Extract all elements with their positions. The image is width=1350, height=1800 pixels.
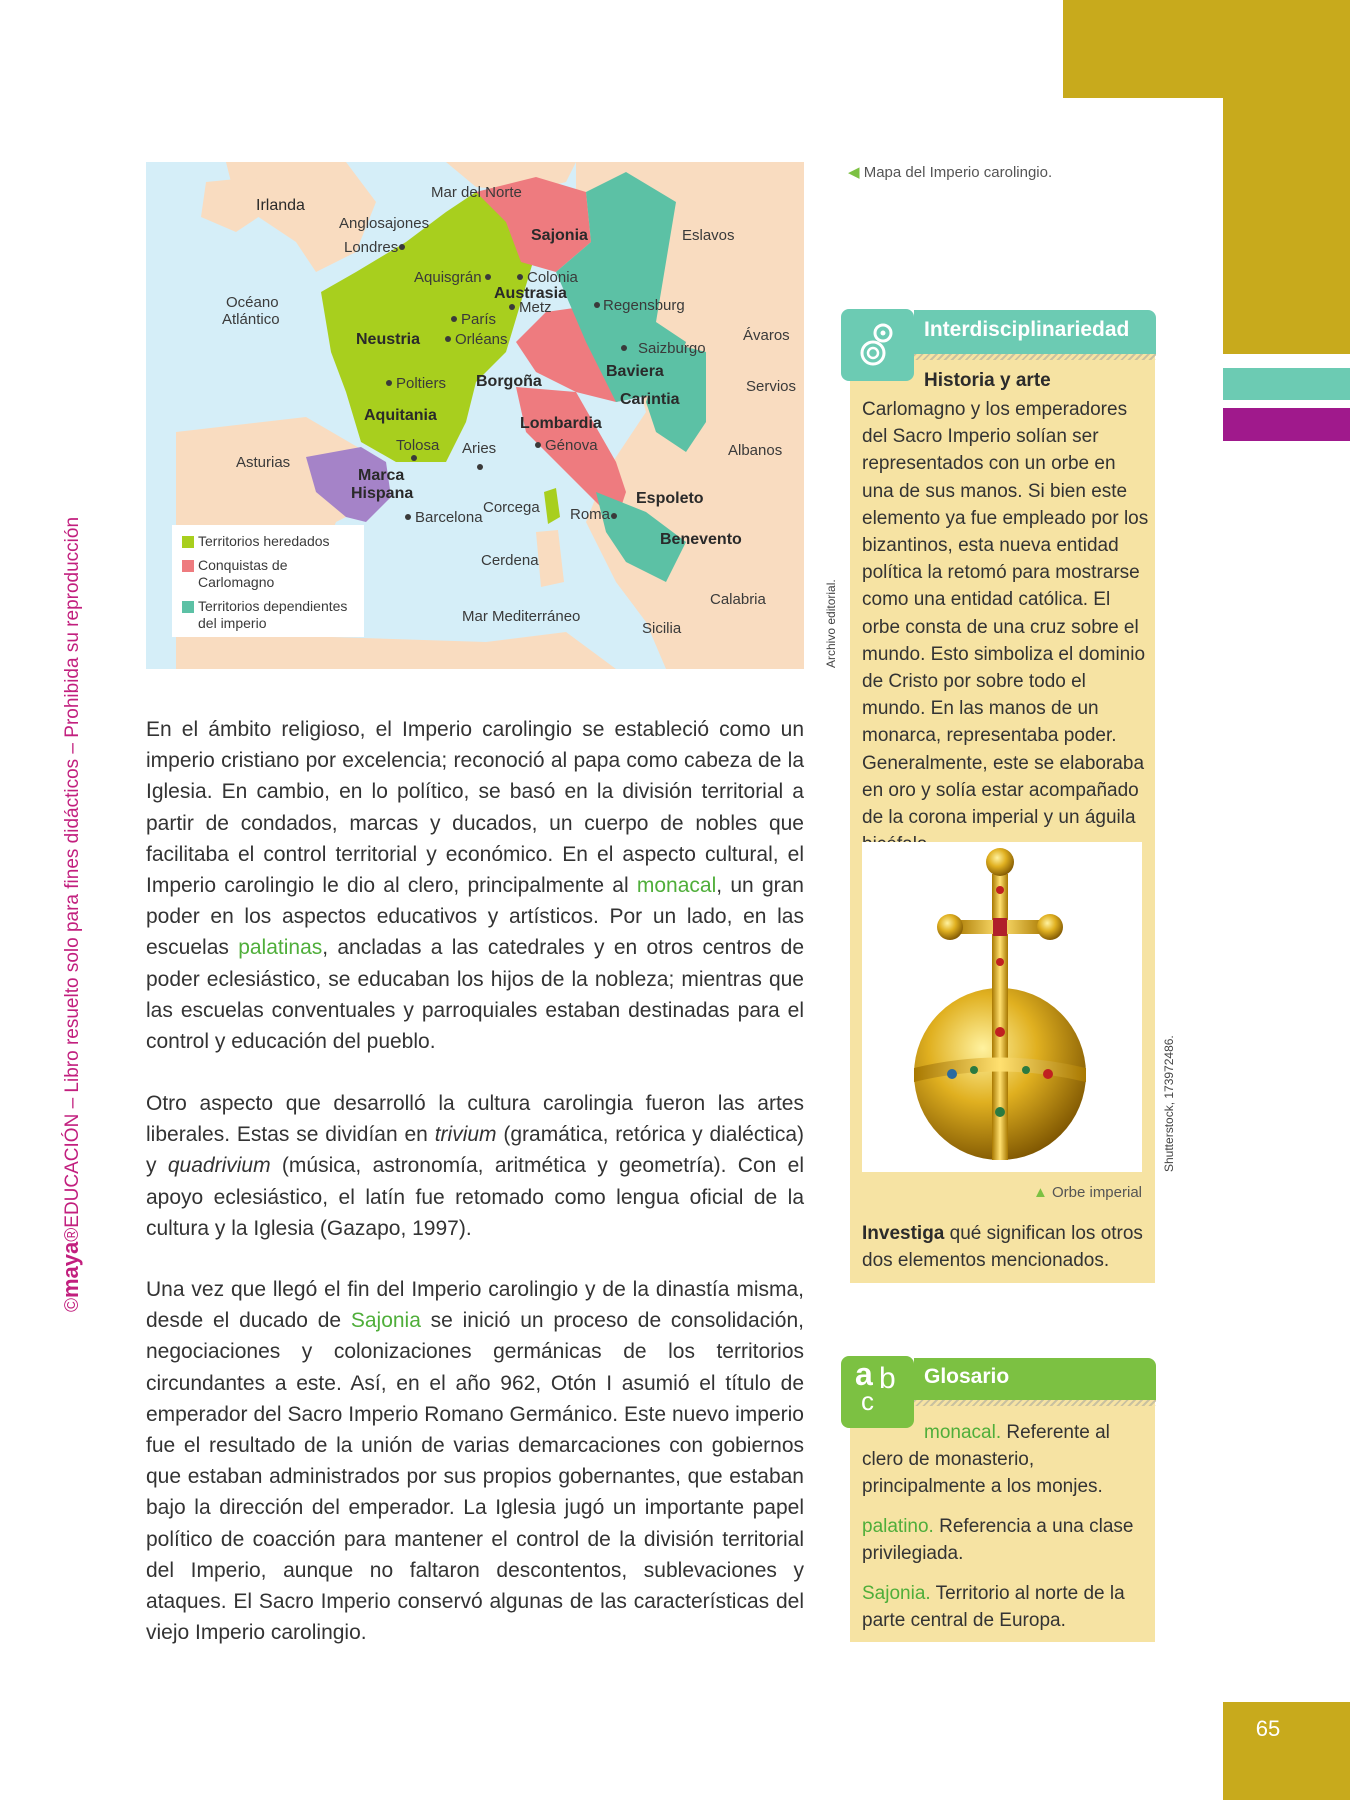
glosario-hatch: [914, 1400, 1156, 1406]
map-label-calabria: Calabria: [710, 591, 766, 608]
region-corsica: [544, 488, 560, 524]
legend-item-conquests: [182, 557, 342, 591]
glosario-term: monacal.: [924, 1422, 1002, 1443]
map-legend: [172, 525, 364, 637]
map-caption: [848, 163, 1052, 181]
orbe-caption-text: Orbe imperial: [1051, 1184, 1142, 1201]
glosario-entry-monacal: [862, 1419, 1152, 1500]
map-dot-tolosa: [411, 455, 417, 461]
caption-up-triangle-icon: ▲: [1032, 1184, 1048, 1201]
map-label-paris: París: [461, 311, 497, 328]
p2-text-c: (música, astronomía, aritmética y geometría). Con el apoyo eclesiástico, el latín fue retomado como lengua oficial de la cultura y la Iglesia (Gazapo, 1997).: [146, 1154, 805, 1240]
investiga-task: [862, 1220, 1152, 1274]
brand-logo: maya: [58, 1241, 83, 1298]
map-label-oceano: Océano: [226, 294, 279, 311]
map-dot-colonia: [517, 274, 523, 280]
interdisciplinariedad-hatch: [914, 354, 1156, 360]
glossary-term-palatinas: palatinas: [238, 936, 323, 960]
caption-triangle-icon: ◀: [848, 164, 860, 181]
interdisciplinariedad-subtitle: Historia y arte: [924, 370, 1051, 391]
glosario-definition: Referente al clero de monasterio, principalmente a los monjes.: [862, 1422, 1110, 1497]
map-dot-aries: [477, 464, 483, 470]
map-label-marca: Marca: [358, 467, 405, 484]
interdisciplinariedad-icon: [841, 309, 914, 381]
legend-item-dependents: [182, 598, 357, 632]
decorative-top-bar: [1063, 0, 1350, 98]
legend-swatch-inherited: [182, 536, 194, 548]
legend-label-inherited: Territorios heredados: [198, 533, 330, 549]
orbe-caption: [862, 1184, 1142, 1201]
map-label-atlantico: Atlántico: [222, 311, 280, 328]
glosario-term: palatino.: [862, 1516, 934, 1537]
map-dot-paris: [451, 316, 457, 322]
map-label-anglosajones: Anglosajones: [339, 215, 430, 232]
map-label-borgona: Borgoña: [476, 373, 542, 390]
investiga-label: Investiga: [862, 1223, 945, 1244]
map-dot-aquisgran: [485, 274, 491, 280]
decorative-right-bar: [1223, 98, 1350, 354]
glosario-term: Sajonia.: [862, 1583, 931, 1604]
map-label-servios: Servios: [746, 378, 797, 395]
map-label-aries: Aries: [462, 440, 497, 457]
legend-swatch-conquests: [182, 560, 194, 572]
p3-text-b: se inició un proceso de consolidación, negociaciones y colonizaciones germánicas de los territorios circundantes a este. Así, en el año 962, Otón I asumió el título de emperador del Sacro Imperio Romano Germánico. Este nuevo imperio fue el resultado de la unión de varias demarcaciones con gobiernos que estaban administrados por sus propios gobernantes, que estaban bajo la dirección del emperador. La Iglesia jugó un importante papel político de coacción para mantener el control de la división territorial del Imperio, aunque no faltaron descontentos, sublevaciones y ataques. El Sacro Imperio conservó algunas de las características del viejo Imperio carolingio.: [146, 1309, 804, 1645]
map-label-orleans: Orléans: [455, 331, 508, 348]
map-dot-orleans: [445, 336, 451, 342]
legend-label-dependents: Territorios dependientes del imperio: [198, 598, 348, 631]
glossary-term-monacal: monacal: [636, 874, 717, 898]
term-quadrivium: quadrivium: [167, 1154, 271, 1178]
copyright-strip: [58, 482, 84, 1312]
map-label-asturias: Asturias: [236, 454, 291, 471]
copyright-symbol: ©: [62, 1298, 83, 1312]
glosario-abc-icon: a b c: [841, 1356, 914, 1428]
map-label-baviera: Baviera: [606, 363, 664, 380]
map-label-mar-norte: Mar del Norte: [431, 184, 522, 201]
map-label-metz: Metz: [519, 299, 552, 316]
map-dot-londres: [399, 244, 405, 250]
map-label-neustria: Neustria: [356, 331, 421, 348]
map-dot-metz: [509, 304, 515, 310]
map-label-regensburg: Regensburg: [603, 297, 685, 314]
map-label-benevento: Benevento: [660, 531, 742, 548]
legend-swatch-dependents: [182, 601, 194, 613]
map-label-poitiers: Poltiers: [396, 375, 447, 392]
concentric-circles-icon: [841, 309, 914, 381]
investiga-text: qué significan los otros dos elementos mencionados.: [862, 1223, 1143, 1271]
copyright-text: EDUCACIÓN – Libro resuelto solo para fines didácticos – Prohibida su reproducción: [62, 516, 83, 1228]
map-label-eslavos: Eslavos: [682, 227, 735, 244]
page-number: 65: [1255, 1716, 1281, 1741]
legend-label-conquests: Conquistas de Carlomagno: [198, 557, 288, 590]
map-dot-genova: [535, 442, 541, 448]
map-label-avaros: Ávaros: [743, 327, 790, 344]
map-label-roma: Roma: [570, 506, 611, 523]
map-label-genova: Génova: [545, 437, 598, 454]
map-dot-regensburg: [594, 302, 600, 308]
body-paragraph-1: [146, 714, 804, 1057]
map-label-sajonia: Sajonia: [531, 227, 588, 244]
map-dot-barcelona: [405, 514, 411, 520]
glosario-entry-palatino: [862, 1513, 1152, 1567]
map-label-corcega: Corcega: [483, 499, 540, 516]
p1-text-c: , ancladas a las catedrales y en otros centros de poder eclesiástico, se educaban los hijos de la nobleza; mientras que las escuelas conventuales y parroquiales estaban destinadas para el control y educación del pueblo.: [146, 936, 804, 1054]
p2-text-b: (gramática, retórica y dialéctica) y: [146, 1123, 805, 1178]
map-label-mar-mediterraneo: Mar Mediterráneo: [462, 608, 581, 625]
orbe-imperial-photo: [862, 842, 1142, 1172]
map-credit: Archivo editorial.: [824, 579, 838, 668]
map-label-carintia: Carintia: [620, 391, 680, 408]
map-dot-saizburgo: [621, 345, 627, 351]
map-dot-poitiers: [386, 380, 392, 386]
decorative-magenta-tab: [1223, 408, 1350, 441]
glosario-entry-sajonia: [862, 1580, 1152, 1634]
map-label-tolosa: Tolosa: [396, 437, 440, 454]
map-label-barcelona: Barcelona: [415, 509, 483, 526]
map-label-aquitania: Aquitania: [364, 407, 437, 424]
interdisciplinariedad-title: Interdisciplinariedad: [924, 318, 1130, 341]
glossary-term-sajonia: Sajonia: [350, 1309, 421, 1333]
glosario-definition: Referencia a una clase privilegiada.: [862, 1516, 1134, 1564]
p1-text-b: , un gran poder en los aspectos educativos y artísticos. Por un lado, en las escuelas: [146, 874, 804, 960]
glosario-title: Glosario: [924, 1365, 1010, 1388]
body-paragraph-3: [146, 1274, 804, 1648]
region-sardinia-outline: [536, 530, 564, 587]
map-label-lombardia: Lombardia: [520, 415, 602, 432]
map-label-albanos: Albanos: [728, 442, 783, 459]
map-dot-roma: [611, 513, 617, 519]
land-north-africa: [176, 632, 616, 669]
p2-text-a: Otro aspecto que desarrolló la cultura carolingia fueron las artes liberales. Estas se dividían en: [146, 1092, 804, 1147]
p1-text-a: En el ámbito religioso, el Imperio carolingio se estableció como un imperio cristiano por excelencia; reconoció al papa como cabeza de la Iglesia. En cambio, en lo político, se basó en la división territorial a partir de condados, marcas y ducados, un cuerpo de nobles que facilitaba el control territorial y económico. En el aspecto cultural, el Imperio carolingio le dio al clero, principalmente al: [146, 718, 804, 898]
map-label-espoleto: Espoleto: [636, 490, 704, 507]
map-label-cerdena: Cerdena: [481, 552, 539, 569]
registered-symbol: ®: [62, 1227, 83, 1242]
orbe-photo-credit: Shutterstock, 173972486.: [1162, 1035, 1176, 1172]
map-label-aquisgran: Aquisgrán: [414, 269, 482, 286]
interdisciplinariedad-text: Carlomagno y los emperadores del Sacro Imperio solían ser representados con un orbe en una de sus manos. Si bien este elemento ya fue empleado por los bizantinos, esta nueva entidad política la retomó para mostrarse como una entidad católica. El orbe consta de una cruz sobre el mundo. Esto simboliza el dominio de Cristo por sobre todo el mundo. En las manos de un monarca, representaba poder. Generalmente, este se elaboraba en oro y solía estar acompañado de la corona imperial y un águila: [862, 399, 1149, 829]
map-label-austrasia: Austrasia: [494, 285, 567, 302]
map-label-irlanda: Irlanda: [256, 197, 305, 214]
map-caption-text: Mapa del Imperio carolingio.: [863, 164, 1053, 181]
map-label-colonia: Colonia: [527, 269, 578, 286]
map-label-sicilia: Sicilia: [642, 620, 682, 637]
body-paragraph-2: [146, 1088, 804, 1244]
glosario-definition: Territorio al norte de la parte central de Europa.: [862, 1583, 1125, 1631]
decorative-teal-tab: [1223, 368, 1350, 400]
legend-item-inherited: [182, 533, 330, 550]
p3-text-a: Una vez que llegó el fin del Imperio carolingio y de la dinastía misma, desde el ducado de: [146, 1278, 804, 1333]
map-label-saizburgo: Saizburgo: [638, 340, 706, 357]
map-label-hispana: Hispana: [351, 485, 414, 502]
map-label-londres: Londres: [344, 239, 399, 256]
term-trivium: trivium: [434, 1123, 497, 1147]
